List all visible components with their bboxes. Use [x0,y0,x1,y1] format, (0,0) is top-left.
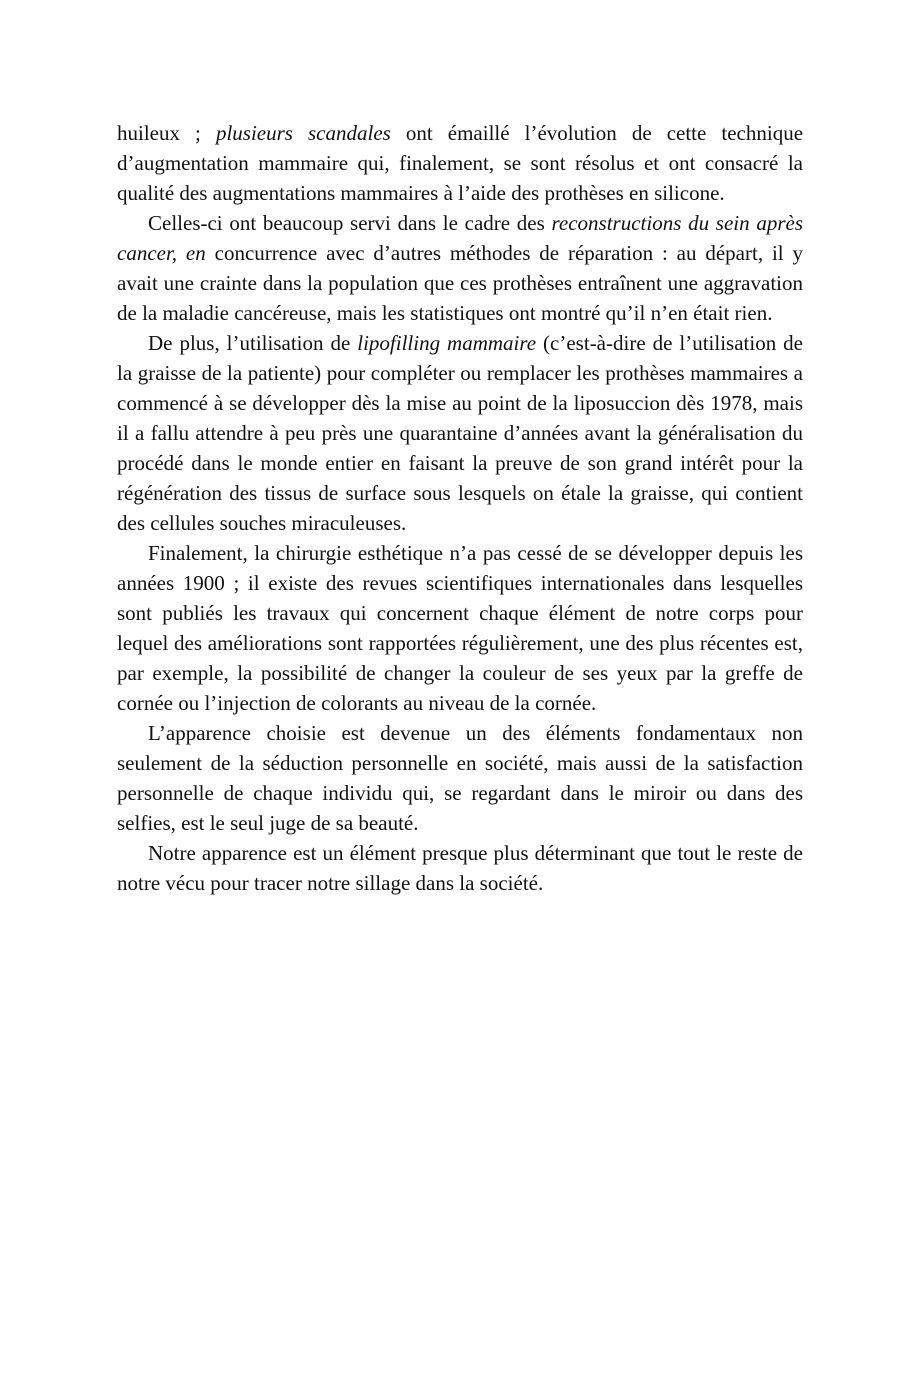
paragraph-3-text: De plus, l’utilisation de [148,331,358,355]
paragraph-2-text: Celles-ci ont beaucoup servi dans le cadre des [148,211,552,235]
paragraph-1-text: huileux ; [117,121,216,145]
paragraph-2-emphasis: reconstructions du sein après cancer, en [117,211,804,265]
paragraph-4-text: Finalement, la chirurgie esthétique n’a pas cessé de se développer depuis les années 1900 ; il existe des revues scientifiques internationales dans lesquelles sont publiés les travaux qui concernent chaque élément de notre corps pour lequel des améliorations sont rapportées régulièrement, une des plus récentes est, par exemple, la possibilité de changer la couleur de ses yeux par la greffe de cornée ou l’injection de colorants au niveau de la cornée. [117,541,803,715]
body-text [117,118,803,898]
paragraph-5-text: L’apparence choisie est devenue un des éléments fondamentaux non seulement de la séduction personnelle en société, mais aussi de la satisfaction personnelle de chaque individu qui, se regardant dans le miroir ou dans des selfies, est le seul juge de sa beauté. [117,721,803,835]
paragraph-1-emphasis: plusieurs scandales [215,121,391,145]
paragraph-5 [117,718,803,838]
paragraph-3-emphasis: lipofilling mammaire [357,331,537,355]
paragraph-2-text-end: concurrence avec d’autres méthodes de réparation : au départ, il y avait une crainte dans la population que ces prothèses entraînent une aggravation de la maladie cancéreuse, mais les statistiques ont montré qu’il n’en était rien. [117,241,803,325]
paragraph-3 [117,328,803,538]
paragraph-2 [117,208,803,328]
paragraph-6 [117,838,803,898]
paragraph-4 [117,538,803,718]
paragraph-6-text: Notre apparence est un élément presque plus déterminant que tout le reste de notre vécu pour tracer notre sillage dans la société. [117,841,803,895]
paragraph-1-text-end: ont émaillé l’évolution de cette technique d’augmentation mammaire qui, finalement, se sont résolus et ont consacré la qualité des augmentations mammaires à l’aide des prothèses en silicone. [117,121,804,205]
paragraph-1 [117,118,803,208]
paragraph-3-text-end: (c’est-à-dire de l’utilisation de la graisse de la patiente) pour compléter ou remplacer les prothèses mammaires a commencé à se développer dès la mise au point de la liposuccion dès 1978, mais il a fallu attendre à peu près une quarantaine d’années avant la généralisation du procédé dans le monde entier en faisant la preuve de son grand intérêt pour la régénération des tissus de surface sous lesquels on étale la graisse, qui contient des cellules souches miraculeuses. [117,331,803,535]
